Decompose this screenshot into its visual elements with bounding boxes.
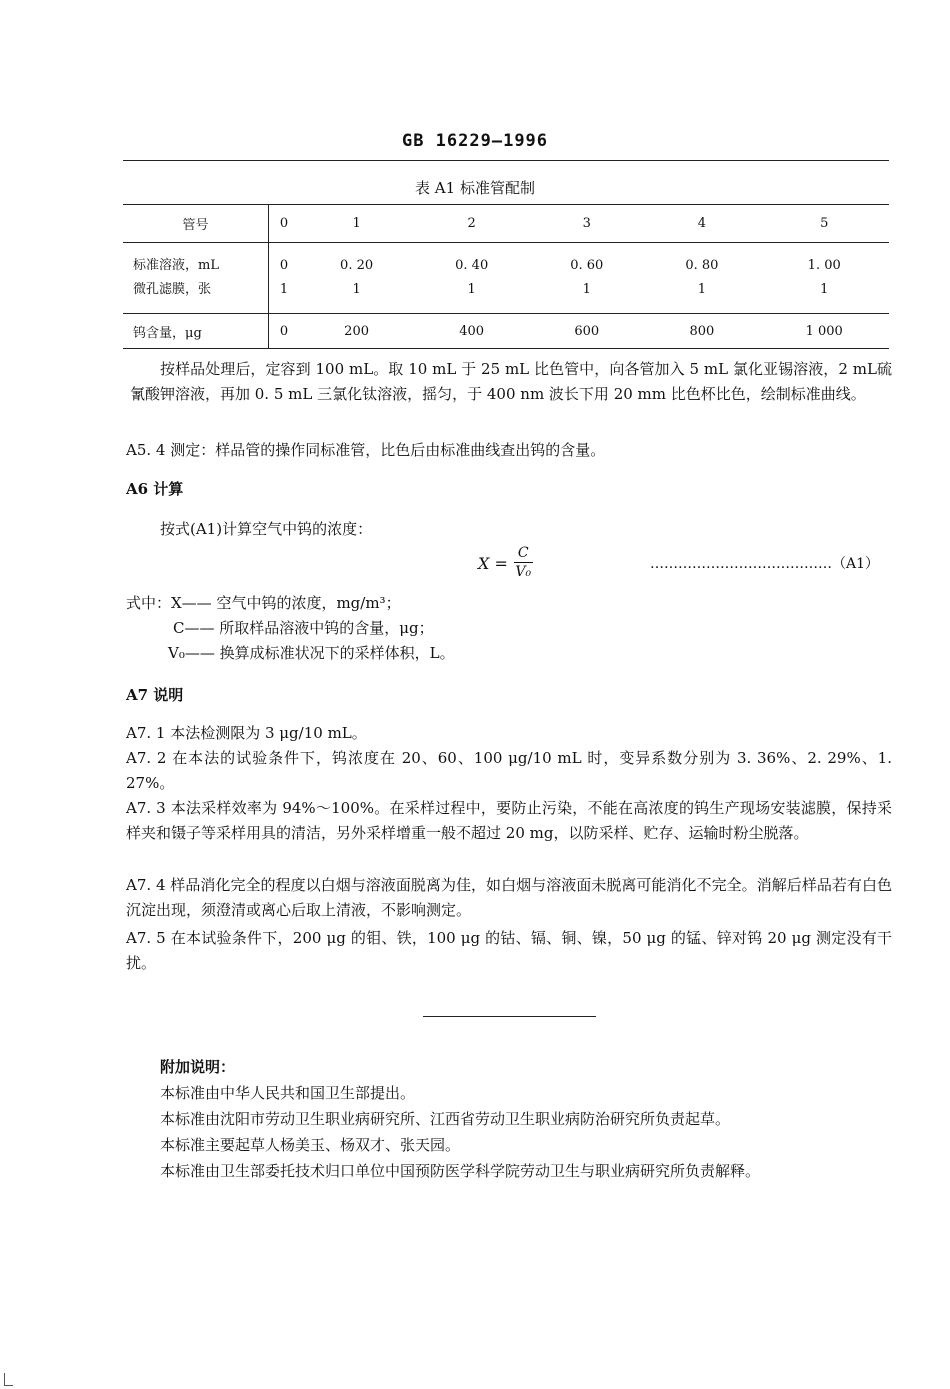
equation-number: …………………………………（A1）: [650, 556, 880, 572]
clause-a7-2: A7. 2 在本法的试验条件下，钨浓度在 20、60、100 μg/10 mL 时，变异系数分别为 3. 36%、2. 29%、1. 27%。: [126, 749, 892, 792]
table-cell: 0: [269, 314, 300, 349]
header-rule: [123, 160, 889, 161]
notes-line: 本标准由卫生部委托技术归口单位中国预防医学科学院劳动卫生与职业病研究所负责解释。: [160, 1162, 761, 1180]
table-header-cell: 0: [269, 205, 300, 243]
row-label-filter: 微孔滤膜，张: [133, 282, 212, 297]
formula-fraction: [514, 545, 533, 581]
table-cell: 0. 80 1: [644, 243, 759, 314]
formula-numerator: C: [514, 545, 533, 563]
standard-tube-table: [123, 204, 889, 349]
where-line: 式中：X—— 空气中钨的浓度，mg/m³；: [126, 594, 401, 612]
table-header-cell: 1: [299, 205, 414, 243]
end-divider: [423, 1016, 596, 1017]
table-cell: 0. 60 1: [529, 243, 644, 314]
where-line: C—— 所取样品溶液中钨的含量，μg；: [173, 619, 434, 637]
standard-code: GB 16229—1996: [401, 131, 549, 151]
table-row-label: [123, 243, 269, 314]
table-cell: 400: [414, 314, 529, 349]
section-a6-title: A6 计算: [126, 480, 184, 498]
table-header-cell: 2: [414, 205, 529, 243]
table-cell: 0 1: [269, 243, 300, 314]
notes-line: 本标准由中华人民共和国卫生部提出。: [160, 1084, 416, 1102]
table-cell: 0. 20 1: [299, 243, 414, 314]
table-row-label: 钨含量，μg: [123, 314, 269, 349]
table-cell: 600: [529, 314, 644, 349]
notes-line: 本标准主要起草人杨美玉、杨双才、张天园。: [160, 1136, 461, 1154]
formula-denominator: V₀: [515, 564, 532, 580]
method-paragraph: 按样品处理后，定容到 100 mL。取 10 mL 于 25 mL 比色管中，向各管加入 5 mL 氯化亚锡溶液，2 mL硫氰酸钾溶液，再加 0. 5 mL 三氯化钛溶液，摇匀，于 400 nm 波长下用 20 mm 比色杯比色，绘制标准曲线。: [130, 360, 892, 403]
table-row: [123, 243, 889, 314]
table-header-cell: 4: [644, 205, 759, 243]
formula: [478, 545, 533, 581]
table-cell: 1. 00 1: [759, 243, 889, 314]
notes-line: 本标准由沈阳市劳动卫生职业病研究所、江西省劳动卫生职业病防治研究所负责起草。: [160, 1110, 731, 1128]
a6-intro: 按式(A1)计算空气中钨的浓度：: [160, 520, 373, 538]
where-line: V₀—— 换算成标准状况下的采样体积，L。: [168, 644, 455, 662]
table-cell: 800: [644, 314, 759, 349]
row-label-solution: 标准溶液，mL: [133, 258, 219, 273]
clause-a7-1: A7. 1 本法检测限为 3 μg/10 mL。: [126, 724, 367, 742]
clause-a7-3: A7. 3 本法采样效率为 94%～100%。在采样过程中，要防止污染，不能在高浓度的钨生产现场安装滤膜，保持采样夹和镊子等采样用具的清洁，另外采样增重一般不超过 20 mg，以防采样、贮存、运输时粉尘脱落。: [126, 799, 892, 842]
table-caption: 表 A1 标准管配制: [415, 179, 535, 197]
table-cell: 0. 40 1: [414, 243, 529, 314]
table-row: [123, 314, 889, 349]
table-header-label: 管号: [123, 205, 269, 243]
table-header-cell: 3: [529, 205, 644, 243]
formula-lhs: X =: [478, 553, 508, 573]
table-header-cell: 5: [759, 205, 889, 243]
clause-a7-5: A7. 5 在本试验条件下，200 μg 的钼、铁，100 μg 的钴、镉、铜、镍，50 μg 的锰、锌对钨 20 μg 测定没有干扰。: [126, 929, 892, 972]
clause-a5-4: A5. 4 测定：样品管的操作同标准管，比色后由标准曲线查出钨的含量。: [126, 441, 606, 459]
table-cell: 200: [299, 314, 414, 349]
clause-a7-4: A7. 4 样品消化完全的程度以白烟与溶液面脱离为佳，如白烟与溶液面未脱离可能消化不完全。消解后样品若有白色沉淀出现，须澄清或离心后取上清液，不影响测定。: [126, 876, 892, 919]
table-header-row: [123, 205, 889, 243]
scan-corner-mark: [4, 1373, 13, 1386]
table-cell: 1 000: [759, 314, 889, 349]
additional-notes: [160, 1054, 760, 1184]
section-a7-title: A7 说明: [126, 686, 184, 704]
notes-title: 附加说明：: [160, 1058, 236, 1076]
